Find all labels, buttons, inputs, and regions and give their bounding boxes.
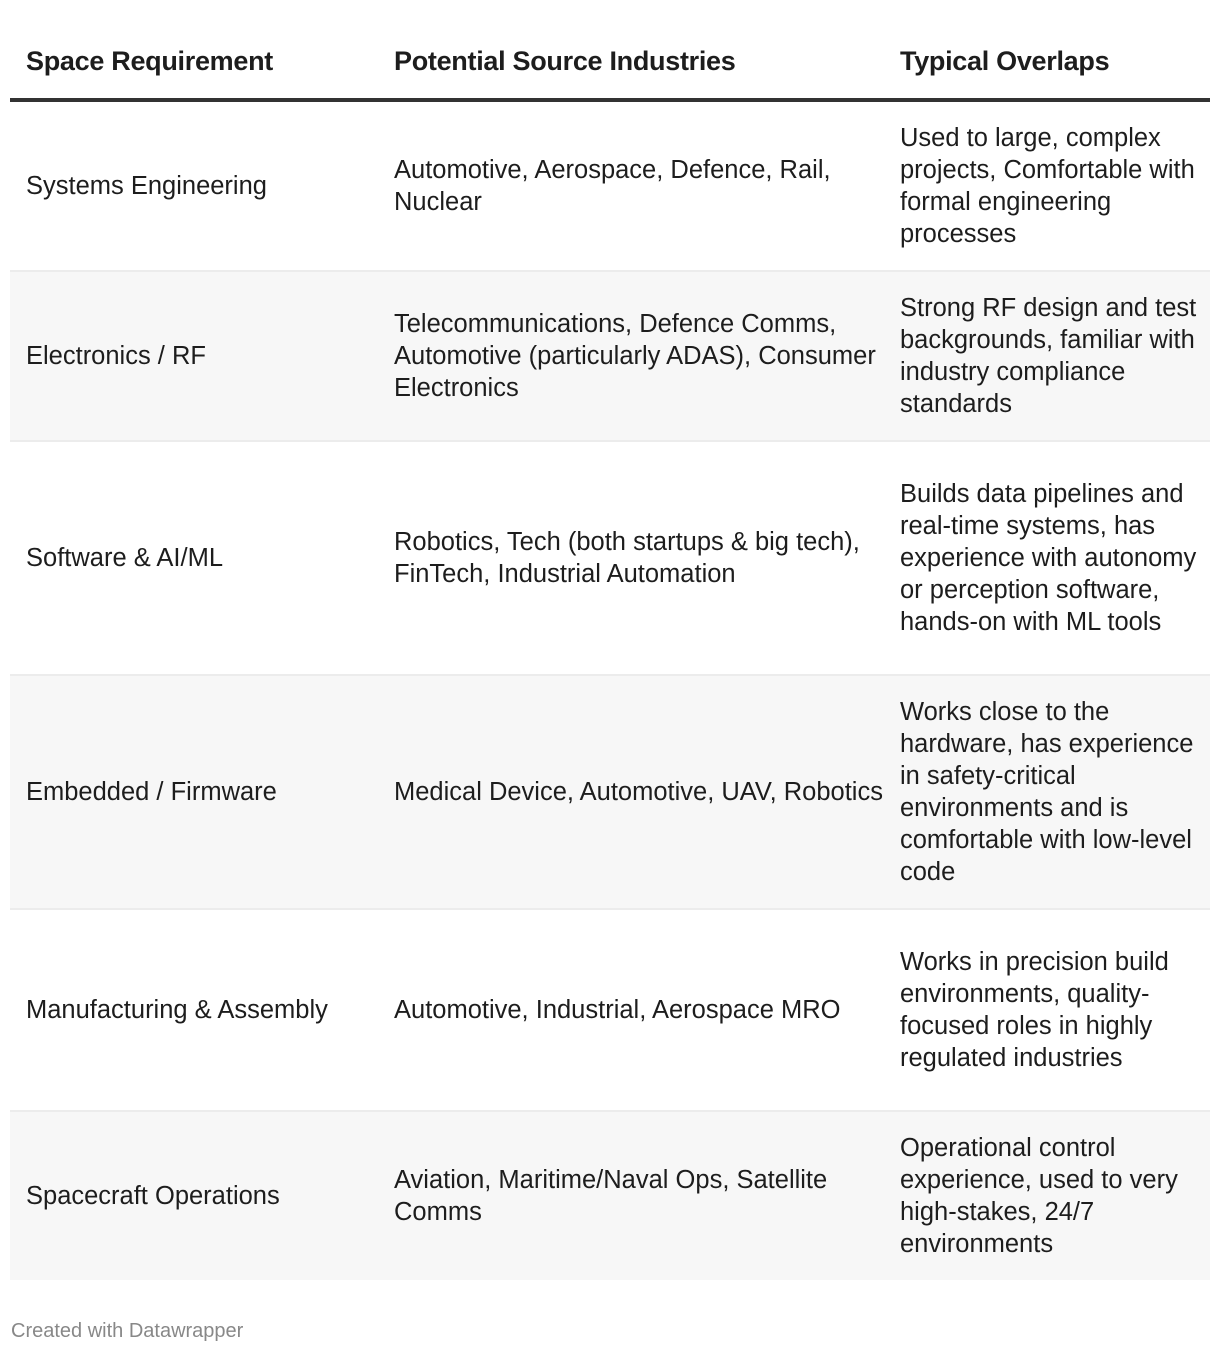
table-row — [10, 1112, 1210, 1280]
cell-industries: Automotive, Industrial, Aerospace MRO — [394, 996, 841, 1024]
table-row — [10, 676, 1210, 910]
header-typical-overlaps[interactable]: Typical Overlaps — [900, 46, 1110, 76]
cell-requirement: Embedded / Firmware — [26, 778, 277, 806]
cell-overlaps: Builds data pipelines and real-time systems, has experience with autonomy or perception software, hands-on with ML tools — [900, 480, 1197, 636]
cell-industries: Automotive, Aerospace, Defence, Rail, Nuclear — [394, 156, 831, 216]
cell-overlaps: Works in precision build environments, quality-focused roles in highly regulated industries — [900, 948, 1169, 1072]
cell-overlaps: Used to large, complex projects, Comfortable with formal engineering processes — [900, 124, 1195, 248]
requirements-table — [10, 0, 1210, 1280]
cell-industries: Aviation, Maritime/Naval Ops, Satellite Comms — [394, 1166, 828, 1226]
table-header — [10, 0, 1210, 102]
cell-requirement: Spacecraft Operations — [26, 1182, 280, 1210]
cell-industries: Robotics, Tech (both startups & big tech), FinTech, Industrial Automation — [394, 528, 860, 588]
table-row — [10, 272, 1210, 442]
datawrapper-credit: Created with Datawrapper — [11, 1320, 244, 1342]
header-source-industries[interactable]: Potential Source Industries — [394, 46, 736, 76]
cell-requirement: Systems Engineering — [26, 172, 267, 200]
cell-overlaps: Operational control experience, used to very high-stakes, 24/7 environments — [900, 1134, 1178, 1258]
cell-overlaps: Strong RF design and test backgrounds, familiar with industry compliance standards — [900, 294, 1197, 418]
table-row — [10, 102, 1210, 272]
cell-industries: Telecommunications, Defence Comms, Automotive (particularly ADAS), Consumer Electronics — [394, 310, 876, 402]
table-row — [10, 910, 1210, 1112]
header-space-requirement[interactable]: Space Requirement — [26, 46, 273, 76]
table-row — [10, 442, 1210, 676]
cell-overlaps: Works close to the hardware, has experience in safety-critical environments and is comfortable with low-level code — [900, 698, 1194, 886]
cell-industries: Medical Device, Automotive, UAV, Robotics — [394, 778, 883, 806]
cell-requirement: Manufacturing & Assembly — [26, 996, 328, 1024]
cell-requirement: Electronics / RF — [26, 342, 206, 370]
cell-requirement: Software & AI/ML — [26, 544, 224, 572]
